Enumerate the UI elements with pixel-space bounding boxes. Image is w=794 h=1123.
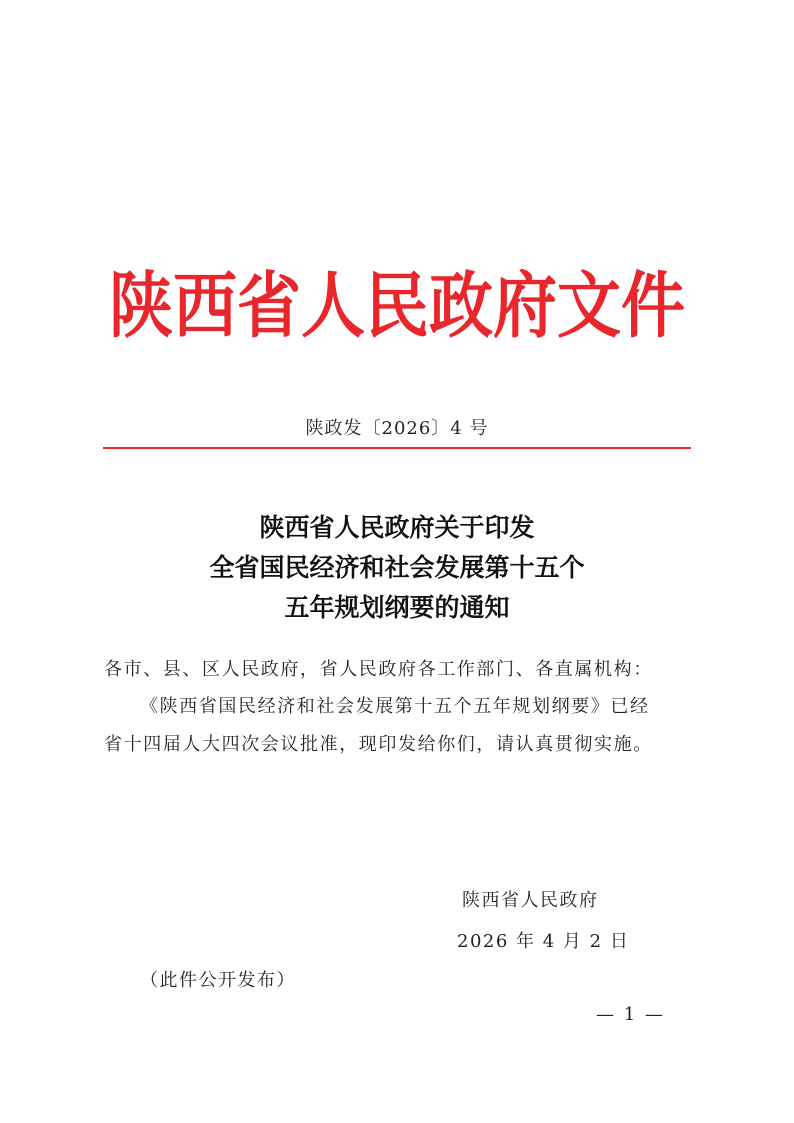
title-line: 陕西省人民政府关于印发 bbox=[259, 513, 535, 542]
release-note: （此件公开发布） bbox=[140, 970, 296, 991]
signature-date: 2026 年 4 月 2 日 bbox=[457, 931, 630, 952]
masthead-title: 陕西省人民政府文件 bbox=[109, 264, 685, 349]
title-line: 五年规划纲要的通知 bbox=[284, 593, 510, 622]
notice-title bbox=[0, 508, 794, 628]
page-number: — 1 — bbox=[596, 1004, 665, 1025]
title-line: 全省国民经济和社会发展第十五个 bbox=[209, 553, 585, 582]
body-paragraph-line: 省十四届人大四次会议批准，现印发给你们，请认真贯彻实施。 bbox=[104, 734, 653, 755]
signature-organization: 陕西省人民政府 bbox=[462, 890, 599, 911]
addressee-line: 各市、县、区人民政府，省人民政府各工作部门、各直属机构： bbox=[104, 659, 653, 680]
document-number: 陕政发〔2026〕4 号 bbox=[305, 418, 489, 439]
body-paragraph-line: 《陕西省国民经济和社会发展第十五个五年规划纲要》已经 bbox=[140, 696, 650, 717]
red-separator-line bbox=[103, 447, 691, 449]
